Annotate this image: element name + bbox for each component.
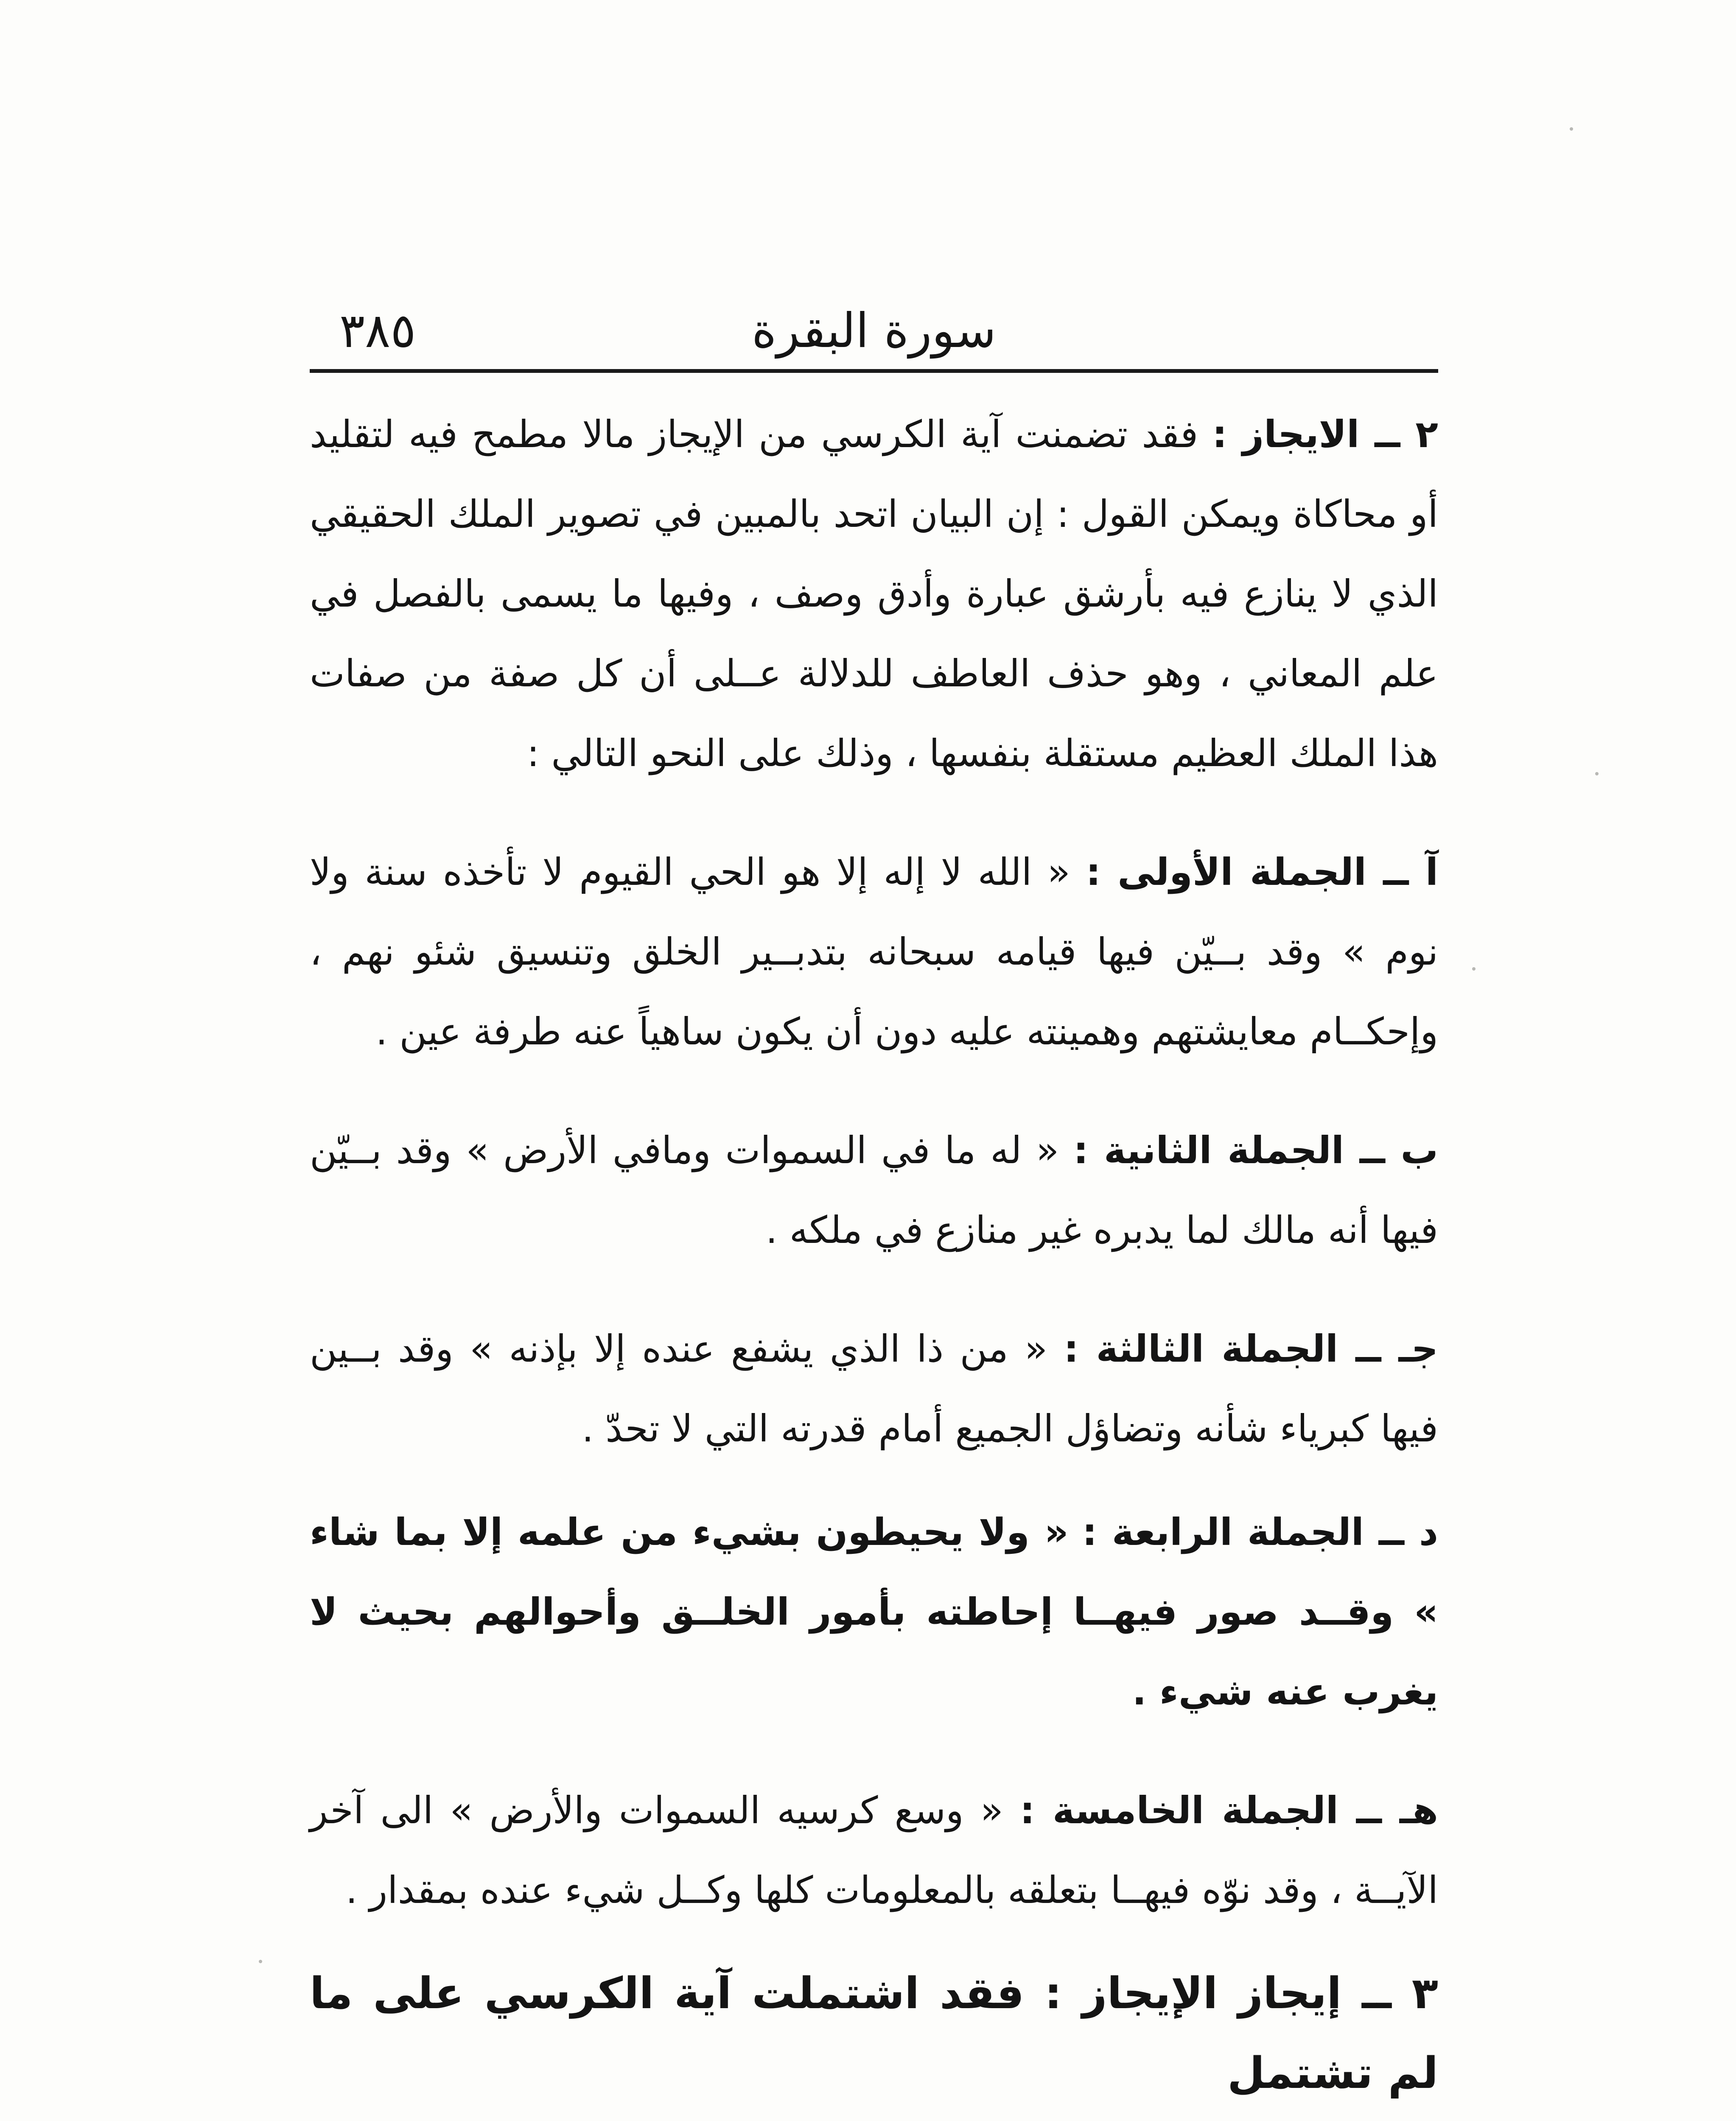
paragraph-lead: هـ ــ الجملة الخامسة : [1019,1788,1438,1832]
paragraph-lead: جـ ــ الجملة الثالثة : [1064,1327,1438,1371]
paragraph-ijaz-of-ijaz [310,1954,1438,2113]
paragraph-first-sentence [310,832,1438,1072]
paragraph-lead: ٢ ــ الايجاز : [1212,412,1438,456]
paragraph-text: « من ذا الذي يشفع عنده إلا بإذنه » وقد بــين فيها كبرياء شأنه وتضاؤل الجميع أمام قدرته التي لا تحدّ . [310,1327,1438,1450]
paragraph-fourth-sentence [310,1492,1438,1732]
paragraph-text: فقد اشتملت آية الكرسي على ما لم تشتمل [310,1968,1438,2099]
paragraph-lead: آ ــ الجملة الأولى : [1086,850,1438,894]
scan-speck [1472,967,1476,971]
paragraph-second-sentence [310,1111,1438,1270]
paragraph-text: « ولا يحيطون بشيء من علمه إلا بما شاء » وقــد صور فيهــا إحاطته بأمور الخلــق وأحوالهم بحيث لا يغرب عنه شيء . [310,1510,1438,1713]
paragraph-ijaz [310,395,1438,793]
paragraph-text: « الله لا إله إلا هو الحي القيوم لا تأخذه سنة ولا نوم » وقد بــيّن فيها قيامه سبحانه بتدبــير الخلق وتنسيق شئو نهم ، وإحكــام معايشتهم وهمينته عليه دون أن يكون ساهياً عنه طرفة عين . [310,850,1438,1053]
header-rule [310,369,1438,373]
running-header [310,297,1438,369]
page-number: ٣٨٥ [339,303,416,358]
paragraph-lead: ب ــ الجملة الثانية : [1073,1128,1438,1172]
paragraph-text: فقد تضمنت آية الكرسي من الإيجاز مالا مطمح فيه لتقليد أو محاكاة ويمكن القول : إن البيان اتحد بالمبين في تصوير الملك الحقيقي الذي لا ينازع فيه بأرشق عبارة وأدق وصف ، وفيها ما يسمى بالفصل في علم المعاني ، وهو حذف العاطف للدلالة عــلى أن كل صفة من صفات هذا الملك العظيم مستقلة بنفسها ، وذلك على النحو التالي : [310,412,1438,775]
paragraph-lead: د ــ الجملة الرابعة : [1082,1510,1438,1554]
scan-speck [1570,127,1573,131]
page-body [310,395,1438,2113]
paragraph-text: « له ما في السموات ومافي الأرض » وقد بــيّن فيها أنه مالك لما يدبره غير منازع في ملكه . [310,1128,1438,1252]
scan-speck [259,1960,262,1963]
paragraph-lead: ٣ ــ إيجاز الإيجاز : [1044,1968,1438,2019]
scan-speck [1595,772,1599,775]
paragraph-text: « وسع كرسيه السموات والأرض » الى آخر الآيــة ، وقد نوّه فيهــا بتعلقه بالمعلومات كلها وكــل شيء عنده بمقدار . [310,1788,1438,1912]
running-title: سورة البقرة [751,303,997,358]
paragraph-fifth-sentence [310,1771,1438,1930]
paragraph-third-sentence [310,1309,1438,1469]
